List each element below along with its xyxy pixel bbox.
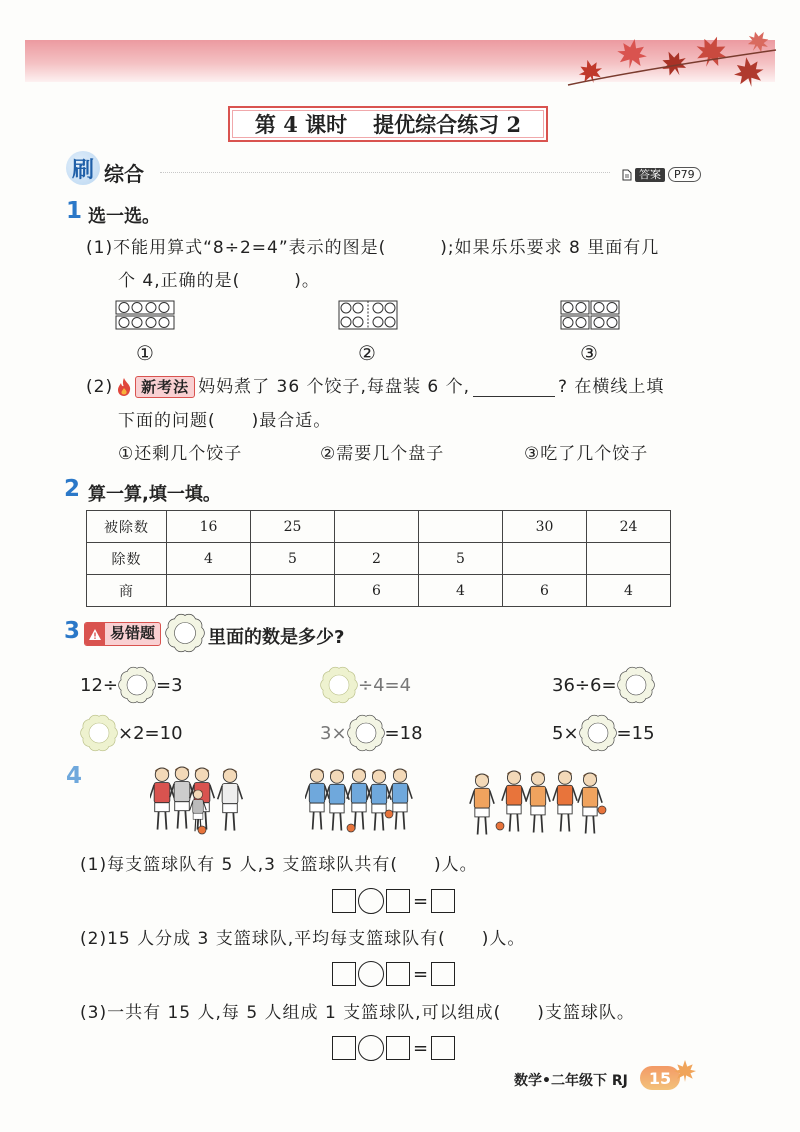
maple-leaf-icon bbox=[674, 1060, 696, 1082]
flower-blank[interactable] bbox=[579, 714, 617, 752]
q1-part2-line2: 下面的问题( )最合适。 bbox=[118, 411, 332, 431]
answer-box[interactable] bbox=[386, 962, 410, 986]
table-cell[interactable]: 5 bbox=[419, 543, 503, 575]
player-figure bbox=[502, 770, 526, 831]
equation-boxes-2 bbox=[332, 961, 455, 987]
q1-option-3[interactable]: ③吃了几个饺子 bbox=[524, 444, 649, 464]
basketball-icon bbox=[198, 826, 206, 834]
expression-text: =15 bbox=[616, 722, 655, 744]
table-cell[interactable]: 6 bbox=[335, 575, 419, 607]
table-cell[interactable] bbox=[251, 575, 335, 607]
circle-grouping-figure-1[interactable] bbox=[115, 300, 175, 330]
table-cell[interactable]: 6 bbox=[503, 575, 587, 607]
q4-part1-text: (1)每支篮球队有 5 人,3 支篮球队共有( )人。 bbox=[80, 855, 478, 875]
error-prone-label: 易错题 bbox=[110, 624, 156, 642]
warning-icon bbox=[85, 623, 105, 645]
table-row-dividend bbox=[87, 511, 671, 543]
player-figure bbox=[190, 767, 215, 829]
flower-blank[interactable] bbox=[347, 714, 385, 752]
dot bbox=[576, 318, 586, 328]
player-figure bbox=[218, 768, 243, 830]
expression-text: =3 bbox=[156, 674, 183, 696]
table-cell[interactable]: 5 bbox=[251, 543, 335, 575]
operator-circle[interactable] bbox=[358, 961, 384, 987]
answer-box[interactable] bbox=[332, 962, 356, 986]
dot bbox=[576, 303, 586, 313]
dot bbox=[132, 303, 142, 313]
q1-part2-prefix: (2) bbox=[86, 377, 114, 397]
expression-4 bbox=[80, 713, 183, 753]
expression-text: ÷4=4 bbox=[358, 674, 412, 696]
player-figure bbox=[578, 772, 602, 833]
player-figure bbox=[325, 769, 349, 830]
answer-box[interactable] bbox=[431, 1036, 455, 1060]
dot bbox=[146, 303, 156, 313]
question-title-3: 里面的数是多少? bbox=[208, 627, 345, 648]
expression-6 bbox=[552, 713, 655, 753]
q1-part2-text-a: 妈妈煮了 36 个饺子,每盘装 6 个, bbox=[198, 377, 470, 397]
table-cell[interactable]: 2 bbox=[335, 543, 419, 575]
dot bbox=[159, 318, 169, 328]
table-cell[interactable]: 16 bbox=[167, 511, 251, 543]
answer-box[interactable] bbox=[386, 1036, 410, 1060]
basketball-team-illustration-1 bbox=[150, 764, 250, 836]
expression-text: ×2=10 bbox=[118, 722, 183, 744]
q4-part2-text: (2)15 人分成 3 支篮球队,平均每支篮球队有( )人。 bbox=[80, 929, 526, 949]
player-figure bbox=[526, 771, 550, 832]
q1-part1-line1: (1)不能用算式“8÷2=4”表示的图是( );如果乐乐要求 8 里面有几 bbox=[86, 238, 660, 258]
answer-box[interactable] bbox=[332, 1036, 356, 1060]
basketball-icon bbox=[385, 810, 393, 818]
flower-blank[interactable] bbox=[80, 714, 118, 752]
q1-option-2[interactable]: ②需要几个盘子 bbox=[320, 444, 445, 464]
lesson-number: 第 4 课时 bbox=[254, 112, 348, 137]
error-prone-badge bbox=[84, 622, 161, 646]
table-cell[interactable] bbox=[503, 543, 587, 575]
flame-icon bbox=[116, 377, 132, 397]
row-header: 除数 bbox=[87, 543, 167, 575]
figure-label-3: ③ bbox=[580, 341, 598, 365]
dot bbox=[594, 318, 604, 328]
flower-blank[interactable] bbox=[118, 666, 156, 704]
q1-option-1[interactable]: ①还剩几个饺子 bbox=[118, 444, 243, 464]
dot bbox=[146, 318, 156, 328]
table-cell[interactable]: 4 bbox=[167, 543, 251, 575]
dot bbox=[119, 318, 129, 328]
table-cell[interactable] bbox=[419, 511, 503, 543]
table-cell[interactable] bbox=[587, 543, 671, 575]
expression-5 bbox=[320, 713, 423, 753]
answer-blank-line[interactable] bbox=[473, 378, 555, 397]
answer-reference-tag[interactable] bbox=[622, 167, 701, 182]
equation-boxes-3 bbox=[332, 1035, 455, 1061]
question-number-4: 4 bbox=[66, 763, 83, 789]
dot bbox=[373, 303, 383, 313]
flower-blank[interactable] bbox=[320, 666, 358, 704]
lesson-title: 提优综合练习 2 bbox=[373, 112, 522, 137]
circle-grouping-figure-3[interactable] bbox=[560, 300, 620, 330]
dot bbox=[373, 317, 383, 327]
basketball-icon bbox=[347, 824, 355, 832]
flower-icon bbox=[165, 613, 205, 653]
answer-box[interactable] bbox=[431, 962, 455, 986]
lesson-title-box bbox=[228, 106, 548, 142]
expression-text: 3× bbox=[320, 722, 347, 744]
answer-box[interactable] bbox=[386, 889, 410, 913]
equals-sign: = bbox=[413, 890, 429, 912]
new-method-badge: 新考法 bbox=[135, 376, 195, 398]
question-number-3: 3 bbox=[64, 618, 81, 644]
dot bbox=[594, 303, 604, 313]
question-number-1: 1 bbox=[66, 198, 83, 224]
section-divider bbox=[160, 172, 610, 173]
dot bbox=[341, 317, 351, 327]
expression-text: 36÷6= bbox=[552, 674, 617, 696]
equals-sign: = bbox=[413, 1037, 429, 1059]
operator-circle[interactable] bbox=[358, 1035, 384, 1061]
q1-part2-text-b: ? 在横线上填 bbox=[557, 377, 665, 397]
maple-leaves-decoration bbox=[548, 30, 778, 108]
figure-label-2: ② bbox=[358, 341, 376, 365]
expression-1 bbox=[80, 665, 183, 705]
row-header: 被除数 bbox=[87, 511, 167, 543]
dot bbox=[607, 318, 617, 328]
table-cell[interactable]: 24 bbox=[587, 511, 671, 543]
dot bbox=[385, 303, 395, 313]
maple-leaf-icon bbox=[691, 31, 732, 72]
maple-leaf-icon bbox=[615, 36, 650, 71]
answer-box[interactable] bbox=[332, 889, 356, 913]
table-cell[interactable]: 4 bbox=[419, 575, 503, 607]
table-cell[interactable] bbox=[335, 511, 419, 543]
dot bbox=[159, 303, 169, 313]
circle-grouping-figure-2[interactable] bbox=[338, 300, 398, 330]
document-icon bbox=[622, 169, 632, 181]
dot bbox=[563, 303, 573, 313]
brush-badge-text: 刷 bbox=[71, 157, 94, 183]
basketball-icon bbox=[496, 822, 504, 830]
answer-page: P79 bbox=[668, 167, 701, 182]
expression-3 bbox=[552, 665, 655, 705]
figure-label-1: ① bbox=[136, 341, 154, 365]
basketball-team-illustration-3 bbox=[462, 768, 612, 838]
q1-part2-line1 bbox=[86, 374, 664, 400]
footer-subject: 数学•二年级下 RJ bbox=[514, 1073, 628, 1089]
dot bbox=[353, 317, 363, 327]
row-header: 商 bbox=[87, 575, 167, 607]
maple-leaf-icon bbox=[731, 55, 766, 90]
answer-box[interactable] bbox=[431, 889, 455, 913]
player-figure bbox=[367, 769, 391, 830]
question-number-2: 2 bbox=[64, 476, 81, 502]
player-figure bbox=[470, 773, 494, 834]
table-row-divisor bbox=[87, 543, 671, 575]
brush-badge-icon bbox=[66, 151, 100, 185]
dot bbox=[119, 303, 129, 313]
dot bbox=[132, 318, 142, 328]
operator-circle[interactable] bbox=[358, 888, 384, 914]
table-cell[interactable] bbox=[167, 575, 251, 607]
basketball-icon bbox=[598, 806, 606, 814]
q4-part3-text: (3)一共有 15 人,每 5 人组成 1 支篮球队,可以组成( )支篮球队。 bbox=[80, 1003, 635, 1023]
expression-text: 5× bbox=[552, 722, 579, 744]
dot bbox=[341, 303, 351, 313]
dot bbox=[607, 303, 617, 313]
expression-2 bbox=[320, 665, 411, 705]
table-cell[interactable]: 30 bbox=[503, 511, 587, 543]
table-cell[interactable]: 25 bbox=[251, 511, 335, 543]
table-cell[interactable]: 4 bbox=[587, 575, 671, 607]
expression-text: 12÷ bbox=[80, 674, 118, 696]
player-figure bbox=[150, 767, 174, 829]
equals-sign: = bbox=[413, 963, 429, 985]
equation-boxes-1 bbox=[332, 888, 455, 914]
page-number: 15 bbox=[648, 1068, 672, 1088]
question-title-1: 选一选。 bbox=[88, 206, 160, 227]
dot bbox=[353, 303, 363, 313]
dot bbox=[563, 318, 573, 328]
player-figure bbox=[553, 770, 577, 831]
basketball-team-illustration-2 bbox=[305, 766, 413, 834]
table-row-quotient bbox=[87, 575, 671, 607]
q1-part1-line2: 个 4,正确的是( )。 bbox=[118, 271, 320, 291]
flower-blank[interactable] bbox=[617, 666, 655, 704]
division-table bbox=[86, 510, 671, 607]
question-title-2: 算一算,填一填。 bbox=[88, 484, 221, 505]
answer-label: 答案 bbox=[635, 168, 665, 182]
dot bbox=[385, 317, 395, 327]
expression-text: =18 bbox=[384, 722, 423, 744]
section-label: 综合 bbox=[104, 162, 144, 186]
